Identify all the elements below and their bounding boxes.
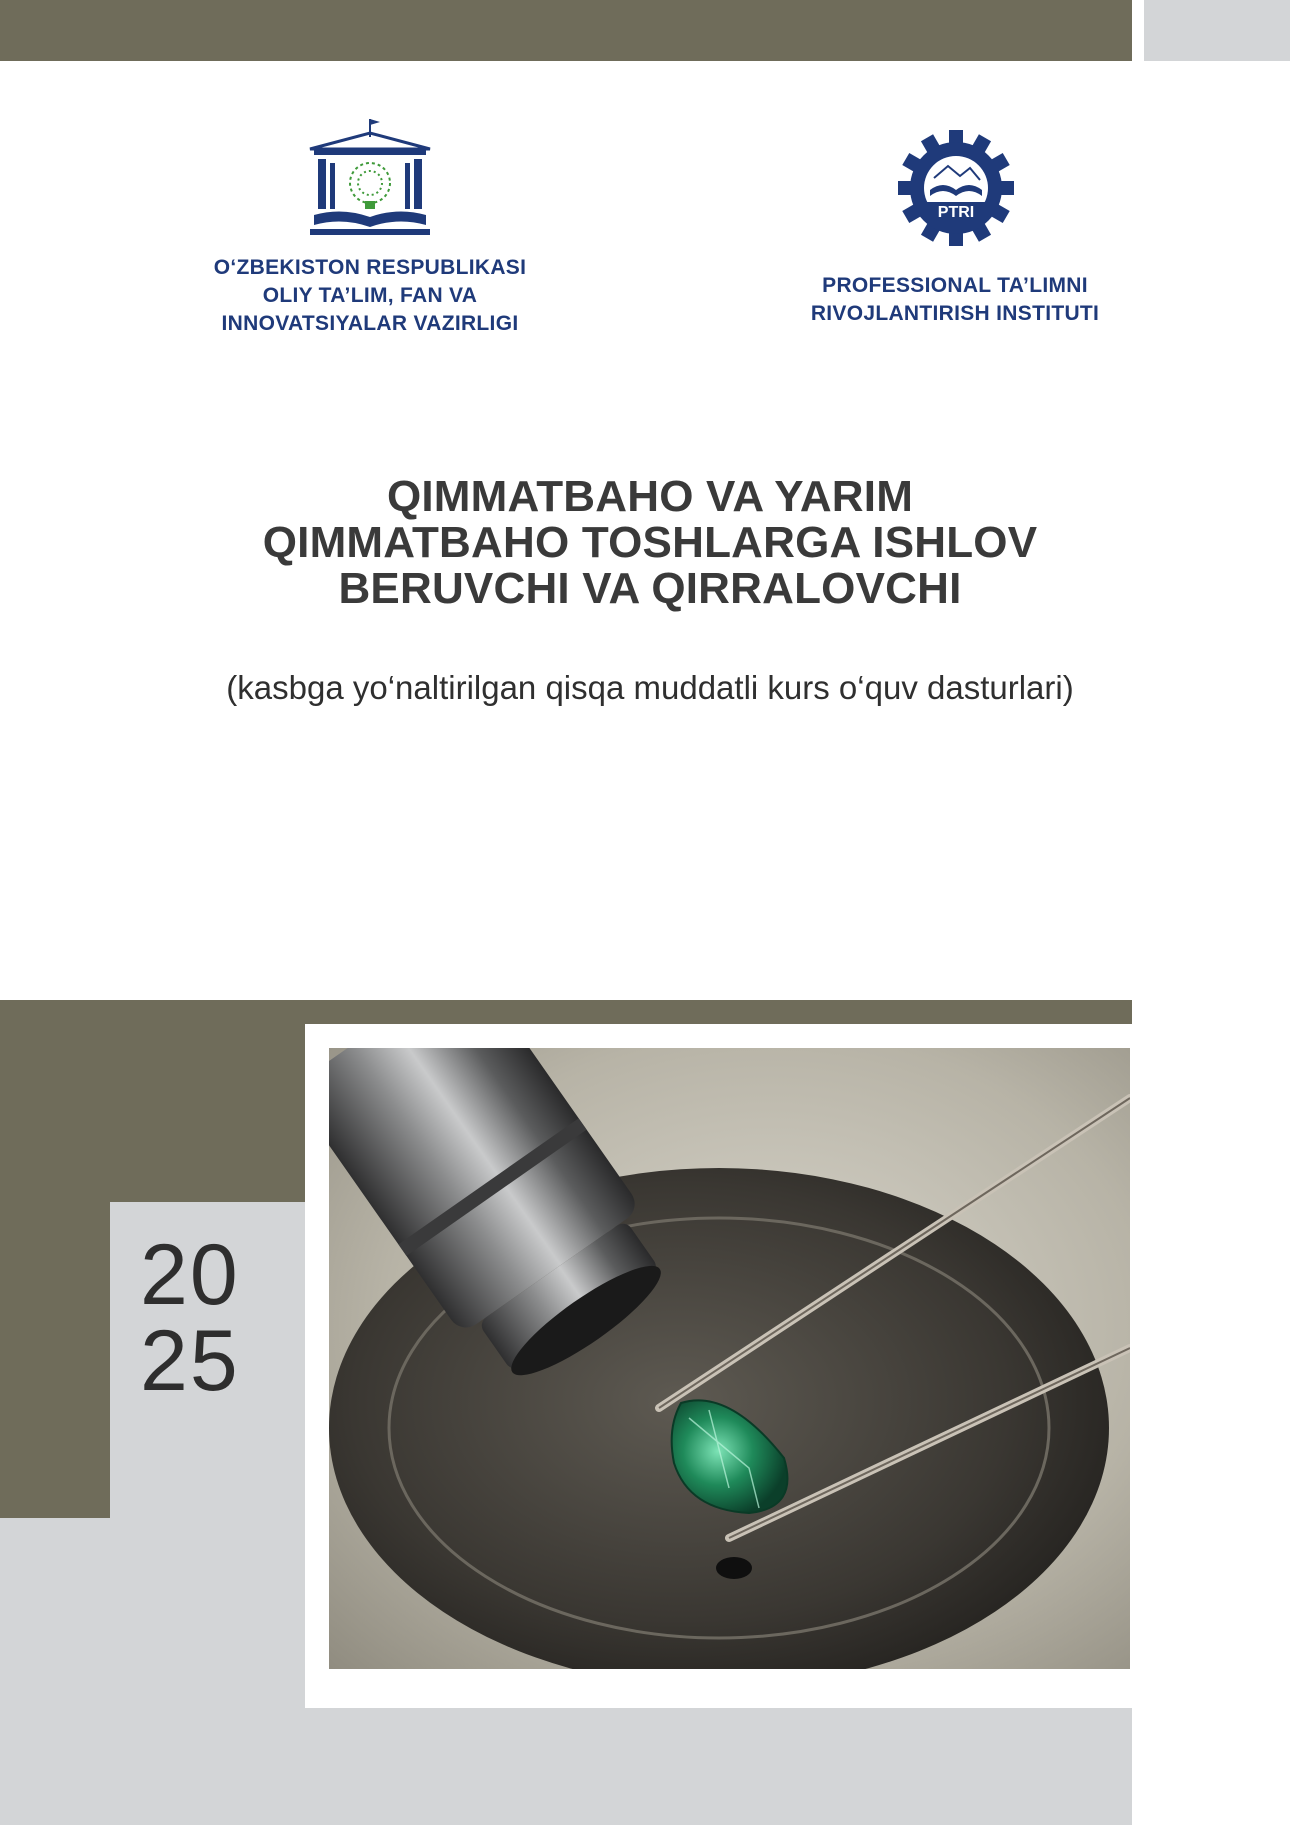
ministry-caption-line: INNOVATSIYALAR VAZIRLIGI xyxy=(221,312,519,335)
year-label xyxy=(140,1227,290,1409)
title-line: BERUVCHI VA QIRRALOVCHI xyxy=(338,564,962,613)
ministry-caption-line: O‘ZBEKISTON RESPUBLIKASI xyxy=(213,256,527,279)
institute-caption-line: RIVOJLANTIRISH INSTITUTI xyxy=(810,302,1100,325)
top-olive-bar xyxy=(0,0,1132,61)
ministry-caption-line: OLIY TA’LIM, FAN VA xyxy=(262,284,478,307)
institute-caption-line: PROFESSIONAL TA’LIMNI xyxy=(822,274,1088,297)
institute-caption xyxy=(755,272,1155,328)
document-title xyxy=(60,474,1240,612)
document-subtitle: (kasbga yo‘naltirilgan qisqa muddatli kurs o‘quv dasturlari) xyxy=(226,669,1074,706)
title-line: QIMMATBAHO VA YARIM xyxy=(386,472,914,521)
year-line-1: 20 xyxy=(140,1227,240,1323)
top-gray-bar xyxy=(1144,0,1290,61)
ministry-caption xyxy=(170,254,570,338)
year-line-2: 25 xyxy=(140,1313,240,1409)
gemstone-microscope-photo xyxy=(329,1048,1130,1669)
ptri-gear-icon xyxy=(886,130,1026,250)
title-line: QIMMATBAHO TOSHLARGA ISHLOV xyxy=(262,518,1038,567)
ptri-logo-text: PTRI xyxy=(937,204,975,221)
ministry-emblem-icon xyxy=(300,115,440,245)
